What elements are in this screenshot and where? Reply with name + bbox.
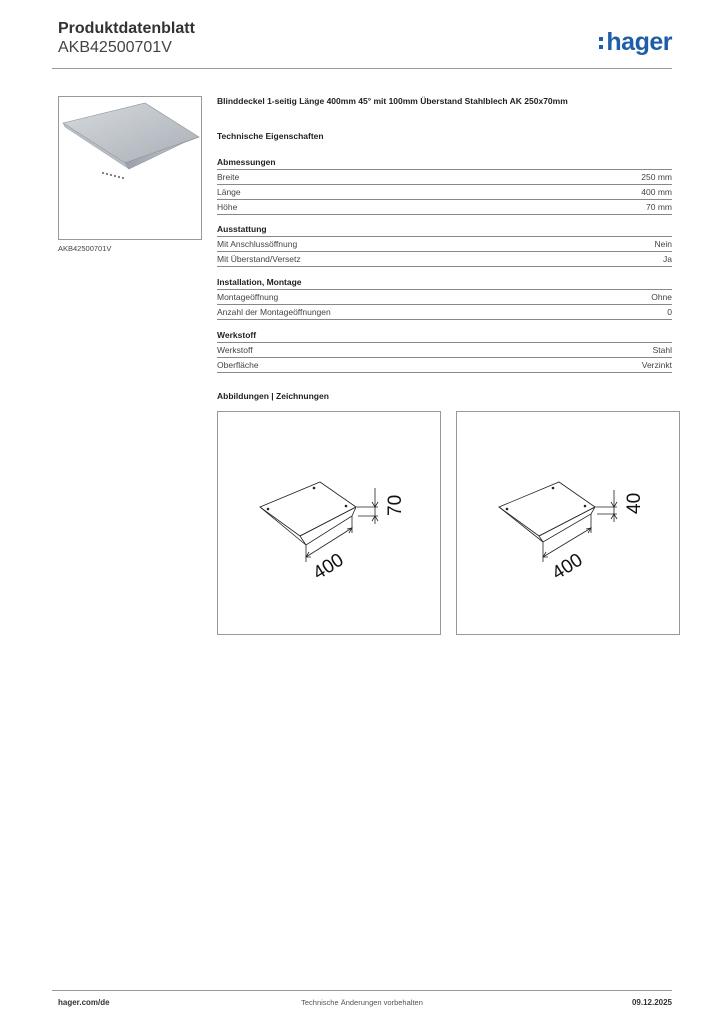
spec-row: [217, 237, 672, 252]
spec-row: [217, 358, 672, 373]
footer-website-link[interactable]: hager.com/de: [58, 998, 110, 1007]
spec-row: [217, 305, 672, 320]
technical-drawing-1: [217, 411, 441, 635]
spec-value: Ohne: [651, 292, 672, 302]
logo-text: hager: [606, 27, 672, 56]
dimension-drawing-icon: [218, 412, 440, 634]
footer-disclaimer: Technische Änderungen vorbehalten: [301, 998, 423, 1007]
spec-value: Verzinkt: [641, 360, 672, 370]
group-installation: [217, 276, 672, 320]
group-title: Abmessungen: [217, 156, 672, 170]
spec-label: Breite: [217, 172, 240, 182]
group-title: Installation, Montage: [217, 276, 672, 290]
spec-label: Montageöffnung: [217, 292, 279, 302]
technical-drawing-2: [456, 411, 680, 635]
spec-label: Länge: [217, 187, 241, 197]
spec-row: [217, 185, 672, 200]
tech-properties-heading: Technische Eigenschaften: [217, 131, 324, 141]
group-title: Werkstoff: [217, 329, 672, 343]
spec-value: Nein: [654, 239, 672, 249]
group-equipment: [217, 223, 672, 267]
group-material: [217, 329, 672, 373]
product-description: Blinddeckel 1-seitig Länge 400mm 45° mit 100mm Überstand Stahlblech AK 250x70mm: [217, 96, 568, 106]
cover-plate-icon: [59, 97, 201, 239]
height-dimension-label: 70: [385, 494, 406, 516]
length-dimension-label: 400: [309, 549, 348, 585]
spec-label: Mit Überstand/Versetz: [217, 254, 301, 264]
group-dimensions: [217, 156, 672, 215]
footer-divider: [52, 990, 672, 991]
spec-label: Werkstoff: [217, 345, 253, 355]
footer-date: 09.12.2025: [631, 998, 672, 1007]
spec-row: [217, 290, 672, 305]
spec-label: Höhe: [217, 202, 238, 212]
height-dimension-label: 40: [624, 492, 645, 514]
product-caption: AKB42500701V: [58, 244, 112, 253]
spec-value: Stahl: [652, 345, 672, 355]
header-divider: [52, 68, 672, 69]
spec-value: 250 mm: [641, 172, 672, 182]
product-code: AKB42500701V: [58, 39, 172, 56]
spec-label: Anzahl der Montageöffnungen: [217, 307, 331, 317]
spec-label: Oberfläche: [217, 360, 259, 370]
spec-value: 0: [667, 307, 672, 317]
spec-row: [217, 200, 672, 215]
dimension-drawing-icon: [457, 412, 679, 634]
spec-row: [217, 252, 672, 267]
spec-row: [217, 170, 672, 185]
spec-value: 400 mm: [641, 187, 672, 197]
drawings-heading: Abbildungen | Zeichnungen: [217, 391, 329, 401]
product-image: [58, 96, 202, 240]
group-title: Ausstattung: [217, 223, 672, 237]
spec-row: [217, 343, 672, 358]
hager-logo: [599, 28, 672, 56]
logo-colon-icon: [599, 33, 604, 51]
spec-value: Ja: [663, 254, 672, 264]
length-dimension-label: 400: [548, 549, 587, 585]
spec-label: Mit Anschlussöffnung: [217, 239, 298, 249]
spec-value: 70 mm: [646, 202, 672, 212]
page-title: Produktdatenblatt: [58, 20, 195, 37]
